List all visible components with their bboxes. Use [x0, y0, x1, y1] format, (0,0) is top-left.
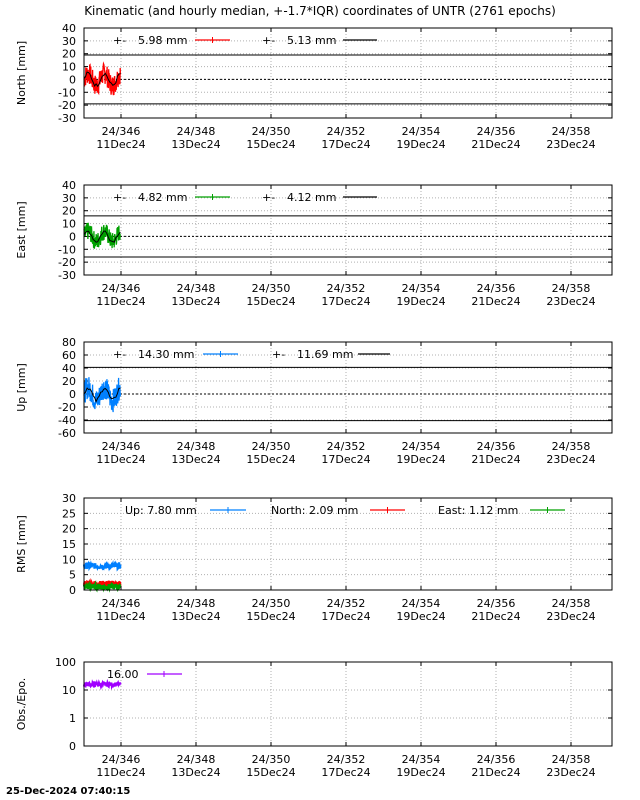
- x-tick-label-date: 21Dec24: [471, 766, 521, 779]
- legend-entry: Up: 7.80 mm: [125, 504, 197, 517]
- x-tick-label-date: 11Dec24: [96, 766, 146, 779]
- y-axis-label: Up [mm]: [15, 363, 28, 412]
- x-tick-label-doy: 24/352: [326, 125, 366, 138]
- x-tick-label-doy: 24/354: [401, 282, 441, 295]
- x-tick-label-date: 15Dec24: [246, 610, 296, 623]
- x-tick-label-date: 23Dec24: [546, 453, 596, 466]
- legend-value: 4.12 mm: [287, 191, 337, 204]
- x-tick-label-doy: 24/350: [251, 282, 291, 295]
- legend-entry: North: 2.09 mm: [271, 504, 359, 517]
- x-tick-label-doy: 24/356: [476, 753, 516, 766]
- legend-marker-text: +-: [113, 191, 127, 204]
- page-title: Kinematic (and hourly median, +-1.7*IQR) coordinates of UNTR (2761 epochs): [84, 4, 556, 18]
- y-tick-label: 0: [69, 584, 76, 597]
- y-axis-label: Obs./Epo.: [15, 677, 28, 731]
- x-tick-label-date: 19Dec24: [396, 295, 446, 308]
- x-tick-label-date: 23Dec24: [546, 138, 596, 151]
- y-tick-label: -30: [58, 269, 76, 282]
- x-tick-label-date: 13Dec24: [171, 766, 221, 779]
- legend-value: 5.13 mm: [287, 34, 337, 47]
- x-tick-label-date: 15Dec24: [246, 453, 296, 466]
- x-tick-label-doy: 24/354: [401, 753, 441, 766]
- x-tick-label-doy: 24/350: [251, 440, 291, 453]
- timestamp: 25-Dec-2024 07:40:15: [6, 786, 131, 797]
- x-tick-label-doy: 24/356: [476, 597, 516, 610]
- series-kinematic: [84, 64, 120, 95]
- x-tick-label-date: 13Dec24: [171, 610, 221, 623]
- y-tick-label: 25: [62, 507, 76, 521]
- series-kinematic: [84, 223, 120, 249]
- x-tick-label-date: 19Dec24: [396, 453, 446, 466]
- legend-value: 4.82 mm: [138, 191, 188, 204]
- x-tick-label-doy: 24/356: [476, 440, 516, 453]
- y-tick-label: 10: [62, 60, 76, 74]
- x-tick-label-doy: 24/346: [101, 440, 141, 453]
- y-tick-label: -60: [58, 427, 76, 440]
- legend-value: 11.69 mm: [297, 348, 354, 361]
- x-tick-label-date: 17Dec24: [321, 295, 371, 308]
- x-tick-label-date: 11Dec24: [96, 610, 146, 623]
- x-tick-label-date: 17Dec24: [321, 766, 371, 779]
- y-tick-label: 40: [62, 179, 76, 192]
- x-tick-label-doy: 24/348: [176, 440, 216, 453]
- x-tick-label-doy: 24/346: [101, 125, 141, 138]
- y-tick-label: 30: [62, 191, 76, 205]
- x-tick-label-date: 11Dec24: [96, 453, 146, 466]
- x-tick-label-date: 19Dec24: [396, 138, 446, 151]
- x-tick-label-doy: 24/356: [476, 125, 516, 138]
- y-tick-label: -20: [58, 256, 76, 270]
- series-up: [84, 563, 120, 568]
- x-tick-label-doy: 24/350: [251, 753, 291, 766]
- x-tick-label-date: 23Dec24: [546, 610, 596, 623]
- y-tick-label: 30: [62, 492, 76, 505]
- legend-marker-text: +-: [272, 348, 286, 361]
- x-tick-label-doy: 24/358: [551, 597, 591, 610]
- x-tick-label-doy: 24/354: [401, 440, 441, 453]
- y-tick-label: 10: [62, 217, 76, 231]
- y-tick-label: 1: [69, 712, 76, 725]
- x-tick-label-date: 15Dec24: [246, 766, 296, 779]
- legend-value: 14.30 mm: [138, 348, 195, 361]
- y-tick-label: 5: [69, 568, 76, 582]
- y-tick-label: 0: [69, 388, 76, 401]
- x-tick-label-date: 23Dec24: [546, 295, 596, 308]
- x-tick-label-doy: 24/350: [251, 597, 291, 610]
- legend-marker-text: +-: [113, 348, 127, 361]
- legend-marker-text: +-: [262, 34, 276, 47]
- x-tick-label-date: 23Dec24: [546, 766, 596, 779]
- y-tick-label: -40: [58, 414, 76, 427]
- x-tick-label-date: 11Dec24: [96, 138, 146, 151]
- y-tick-label: 10: [62, 553, 76, 567]
- y-tick-label: 20: [62, 522, 76, 536]
- x-tick-label-doy: 24/352: [326, 753, 366, 766]
- y-tick-label: 40: [62, 362, 76, 375]
- y-tick-label: -20: [58, 99, 76, 113]
- x-tick-label-date: 13Dec24: [171, 453, 221, 466]
- y-tick-label: 20: [62, 47, 76, 61]
- legend-marker-text: +-: [262, 191, 276, 204]
- x-tick-label-date: 15Dec24: [246, 138, 296, 151]
- x-tick-label-date: 21Dec24: [471, 610, 521, 623]
- y-tick-label: 0: [69, 230, 76, 244]
- y-tick-label: -10: [58, 86, 76, 100]
- x-tick-label-date: 13Dec24: [171, 138, 221, 151]
- series-obs: [84, 682, 120, 686]
- legend-value: 5.98 mm: [138, 34, 188, 47]
- y-axis-label: East [mm]: [15, 201, 28, 259]
- y-tick-label: 80: [62, 336, 76, 349]
- x-tick-label-doy: 24/348: [176, 282, 216, 295]
- x-tick-label-doy: 24/358: [551, 282, 591, 295]
- y-axis-label: RMS [mm]: [15, 515, 28, 573]
- x-tick-label-date: 13Dec24: [171, 295, 221, 308]
- y-tick-label: 20: [62, 204, 76, 218]
- y-tick-label: -10: [58, 243, 76, 257]
- x-tick-label-doy: 24/346: [101, 282, 141, 295]
- legend-entry: East: 1.12 mm: [438, 504, 519, 517]
- x-tick-label-date: 17Dec24: [321, 610, 371, 623]
- x-tick-label-doy: 24/352: [326, 282, 366, 295]
- y-tick-label: -30: [58, 112, 76, 125]
- y-tick-label: 60: [62, 349, 76, 362]
- x-tick-label-date: 17Dec24: [321, 453, 371, 466]
- x-tick-label-doy: 24/354: [401, 125, 441, 138]
- x-tick-label-date: 15Dec24: [246, 295, 296, 308]
- x-tick-label-doy: 24/354: [401, 597, 441, 610]
- y-tick-label: 20: [62, 375, 76, 388]
- y-tick-label: 10: [62, 684, 76, 697]
- y-axis-label: North [mm]: [15, 40, 28, 106]
- x-tick-label-doy: 24/356: [476, 282, 516, 295]
- x-tick-label-doy: 24/358: [551, 440, 591, 453]
- x-tick-label-doy: 24/352: [326, 597, 366, 610]
- y-tick-label: -20: [58, 401, 76, 414]
- x-tick-label-doy: 24/348: [176, 753, 216, 766]
- x-tick-label-date: 21Dec24: [471, 453, 521, 466]
- y-tick-label: 40: [62, 22, 76, 35]
- x-tick-label-date: 19Dec24: [396, 610, 446, 623]
- y-tick-label: 30: [62, 34, 76, 48]
- y-tick-label: 0: [69, 73, 76, 87]
- x-tick-label-date: 17Dec24: [321, 138, 371, 151]
- legend-marker-text: +-: [113, 34, 127, 47]
- x-tick-label-doy: 24/358: [551, 753, 591, 766]
- x-tick-label-date: 11Dec24: [96, 295, 146, 308]
- y-tick-label: 15: [62, 538, 76, 551]
- y-tick-label: 0: [69, 740, 76, 753]
- x-tick-label-doy: 24/350: [251, 125, 291, 138]
- x-tick-label-doy: 24/348: [176, 597, 216, 610]
- x-tick-label-doy: 24/346: [101, 597, 141, 610]
- x-tick-label-doy: 24/348: [176, 125, 216, 138]
- x-tick-label-date: 21Dec24: [471, 295, 521, 308]
- x-tick-label-date: 19Dec24: [396, 766, 446, 779]
- y-tick-label: 100: [55, 656, 76, 669]
- x-tick-label-doy: 24/352: [326, 440, 366, 453]
- x-tick-label-doy: 24/346: [101, 753, 141, 766]
- x-tick-label-date: 21Dec24: [471, 138, 521, 151]
- legend-entry: 16.00: [107, 668, 139, 681]
- x-tick-label-doy: 24/358: [551, 125, 591, 138]
